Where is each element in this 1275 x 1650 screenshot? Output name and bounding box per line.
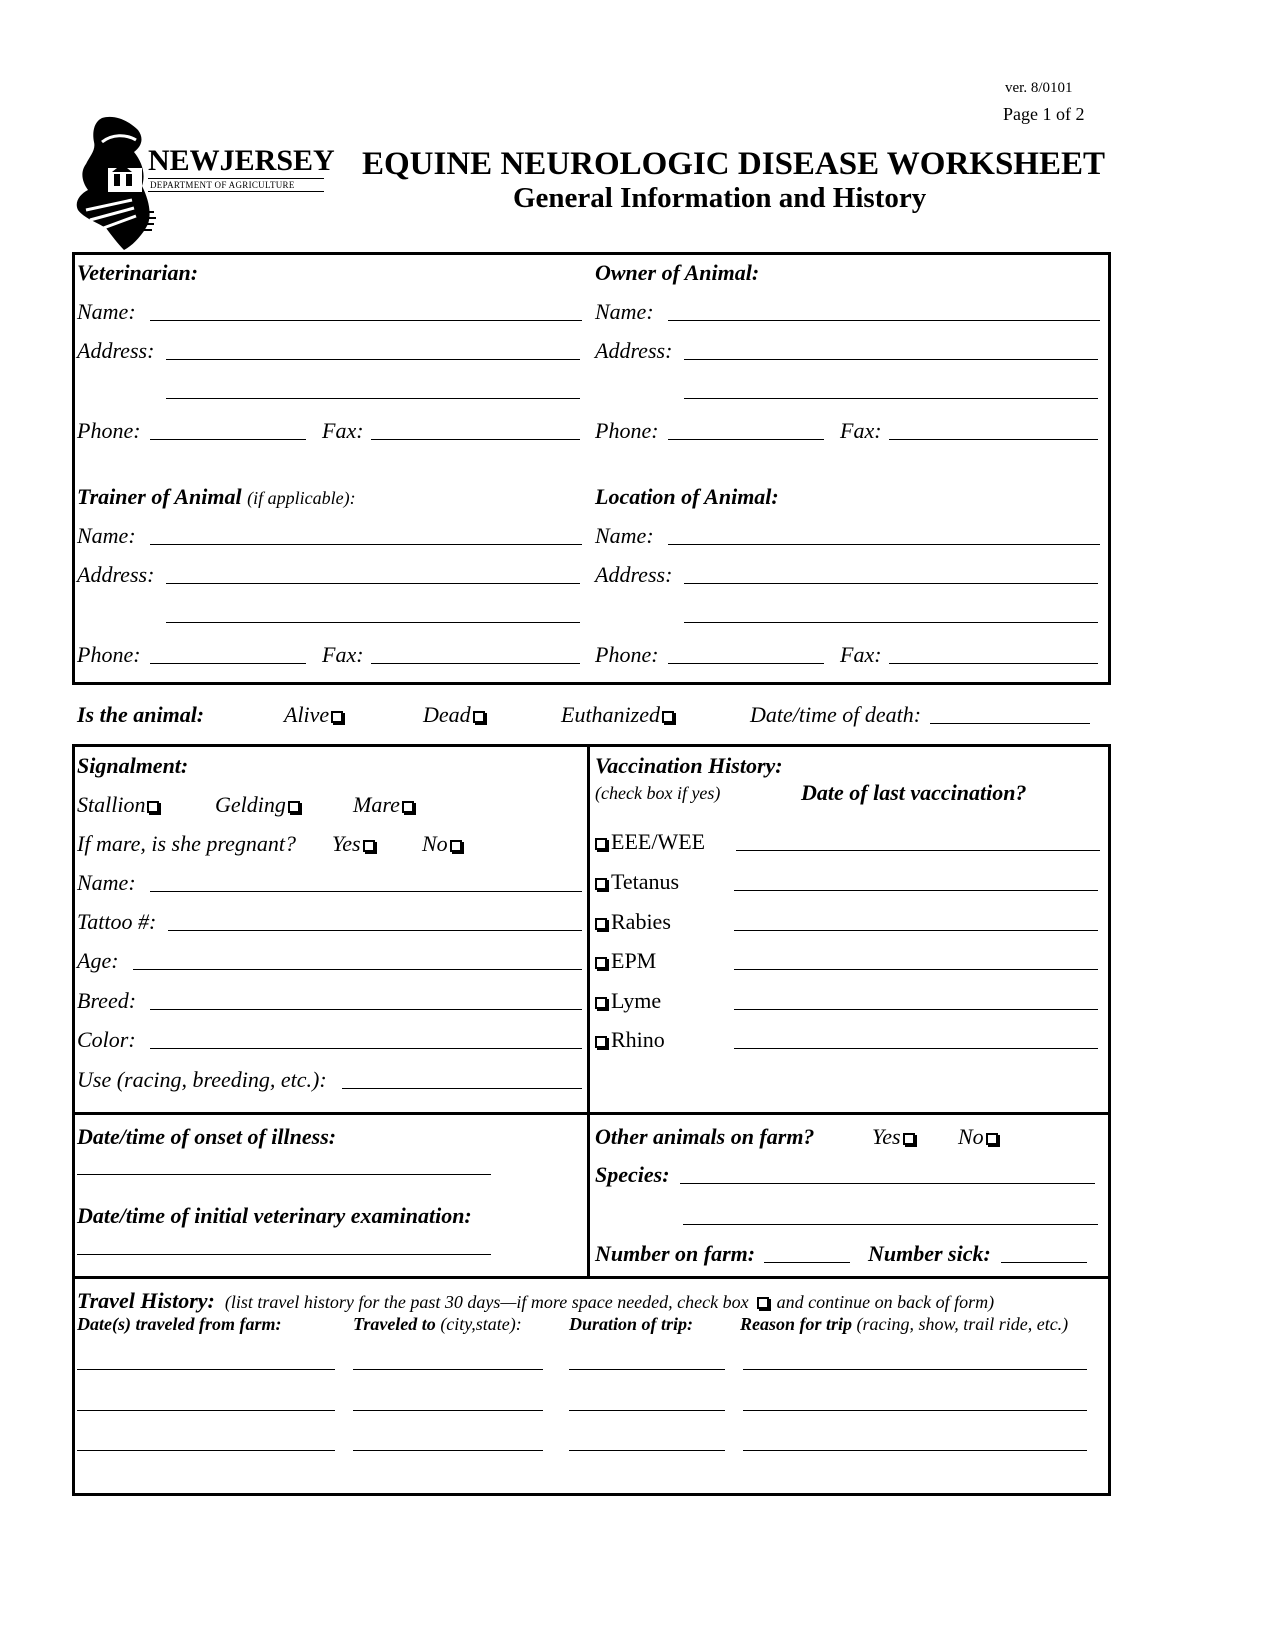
vaccine-rhino[interactable] xyxy=(595,1027,665,1053)
age-label: Age: xyxy=(77,948,119,973)
lyme-label: Lyme xyxy=(611,988,662,1013)
epm-label: EPM xyxy=(611,948,657,973)
owner-name-label: Name: xyxy=(595,299,654,324)
color-label: Color: xyxy=(77,1027,136,1052)
status-dead-option[interactable] xyxy=(423,702,485,728)
owner-fax-field[interactable] xyxy=(889,439,1098,440)
veterinarian-heading: Veterinarian: xyxy=(77,260,199,285)
sex-stallion-option[interactable] xyxy=(77,792,159,818)
status-euthanized-option[interactable] xyxy=(561,702,674,728)
tattoo-field[interactable] xyxy=(168,930,582,931)
trainer-phone-label: Phone: xyxy=(77,642,141,667)
trainer-name-label: Name: xyxy=(77,523,136,548)
vet-address-field-2[interactable] xyxy=(166,398,580,399)
owner-address-field[interactable] xyxy=(684,359,1098,360)
status-dead-label: Dead xyxy=(423,702,471,727)
tetanus-checkbox[interactable] xyxy=(595,878,607,890)
owner-fax-label: Fax: xyxy=(840,418,882,443)
species-field-2[interactable] xyxy=(683,1224,1098,1225)
vaccination-note: (check box if yes) xyxy=(595,783,721,803)
travel-duration-field-2[interactable] xyxy=(569,1410,725,1411)
travel-note: (list travel history for the past 30 days—if more space needed, check box xyxy=(224,1292,749,1312)
vet-fax-field[interactable] xyxy=(371,439,580,440)
mare-checkbox[interactable] xyxy=(402,801,414,813)
pregnant-question: If mare, is she pregnant? xyxy=(77,831,296,856)
death-date-field[interactable] xyxy=(930,723,1090,724)
pregnant-yes-checkbox[interactable] xyxy=(363,840,375,852)
sex-mare-option[interactable] xyxy=(353,792,414,818)
pregnant-no-checkbox[interactable] xyxy=(450,840,462,852)
pregnant-yes-option[interactable] xyxy=(332,831,375,857)
age-field[interactable] xyxy=(133,969,582,970)
status-alive-option[interactable] xyxy=(284,702,343,728)
trainer-address-label: Address: xyxy=(77,562,155,587)
location-address-field-2[interactable] xyxy=(684,622,1098,623)
other-animals-yes-label: Yes xyxy=(872,1124,901,1149)
pregnant-no-option[interactable] xyxy=(422,831,462,857)
vet-phone-label: Phone: xyxy=(77,418,141,443)
other-animals-yes-checkbox[interactable] xyxy=(903,1133,915,1145)
rhino-checkbox[interactable] xyxy=(595,1036,607,1048)
trainer-heading xyxy=(77,484,356,510)
animal-name-field[interactable] xyxy=(150,891,582,892)
owner-name-field[interactable] xyxy=(668,320,1100,321)
travel-date-field-3[interactable] xyxy=(77,1450,335,1451)
column-divider xyxy=(587,744,590,1277)
travel-col-reason-text: Reason for trip xyxy=(740,1314,853,1334)
use-field[interactable] xyxy=(342,1088,582,1089)
travel-destination-field-1[interactable] xyxy=(353,1369,543,1370)
signalment-heading: Signalment: xyxy=(77,753,189,778)
rhino-date-field[interactable] xyxy=(734,1048,1098,1049)
animal-name-label: Name: xyxy=(77,870,136,895)
travel-more-space-checkbox[interactable] xyxy=(757,1297,769,1309)
use-label: Use (racing, breeding, etc.): xyxy=(77,1067,327,1092)
euthanized-checkbox[interactable] xyxy=(662,711,674,723)
tattoo-label: Tattoo #: xyxy=(77,909,157,934)
exam-label: Date/time of initial veterinary examination: xyxy=(77,1203,472,1228)
owner-heading: Owner of Animal: xyxy=(595,260,760,285)
dead-checkbox[interactable] xyxy=(473,711,485,723)
page-subtitle: General Information and History xyxy=(513,182,927,214)
stallion-label: Stallion xyxy=(77,792,146,817)
vaccine-eee-wee[interactable] xyxy=(595,829,705,855)
location-fax-label: Fax: xyxy=(840,642,882,667)
lyme-checkbox[interactable] xyxy=(595,997,607,1009)
trainer-heading-text: Trainer of Animal xyxy=(77,484,242,509)
eee-wee-date-field[interactable] xyxy=(736,850,1100,851)
contacts-section xyxy=(72,252,1111,685)
location-name-field[interactable] xyxy=(668,544,1100,545)
logo-subtitle: DEPARTMENT OF AGRICULTURE xyxy=(148,178,324,192)
number-on-farm-label: Number on farm: xyxy=(595,1241,756,1266)
other-animals-no-checkbox[interactable] xyxy=(986,1133,998,1145)
travel-reason-field-2[interactable] xyxy=(743,1410,1087,1411)
travel-history-header xyxy=(77,1288,994,1314)
epm-date-field[interactable] xyxy=(734,969,1098,970)
trainer-phone-field[interactable] xyxy=(150,663,306,664)
location-name-label: Name: xyxy=(595,523,654,548)
breed-label: Breed: xyxy=(77,988,137,1013)
version-label: ver. 8/0101 xyxy=(1005,80,1073,96)
travel-col-destination-note: (city,state): xyxy=(440,1314,522,1334)
location-address-field[interactable] xyxy=(684,583,1098,584)
trainer-heading-note: (if applicable): xyxy=(247,488,356,508)
vet-address-label: Address: xyxy=(77,338,155,363)
owner-phone-field[interactable] xyxy=(668,439,824,440)
other-animals-no-option[interactable] xyxy=(958,1124,998,1150)
page-title: EQUINE NEUROLOGIC DISEASE WORKSHEET xyxy=(362,146,1105,182)
stallion-checkbox[interactable] xyxy=(147,801,159,813)
vaccine-rabies[interactable] xyxy=(595,909,671,935)
vaccine-tetanus[interactable] xyxy=(595,869,679,895)
trainer-address-field[interactable] xyxy=(166,583,580,584)
tetanus-label: Tetanus xyxy=(611,869,680,894)
rabies-checkbox[interactable] xyxy=(595,918,607,930)
travel-reason-field-1[interactable] xyxy=(743,1369,1087,1370)
travel-col-destination-text: Traveled to xyxy=(353,1314,436,1334)
travel-destination-field-3[interactable] xyxy=(353,1450,543,1451)
nj-agriculture-logo xyxy=(72,112,335,252)
epm-checkbox[interactable] xyxy=(595,957,607,969)
eee-wee-checkbox[interactable] xyxy=(595,838,607,850)
travel-note-continued: and continue on back of form) xyxy=(776,1292,995,1312)
breed-field[interactable] xyxy=(150,1009,582,1010)
travel-col-dates: Date(s) traveled from farm: xyxy=(77,1314,282,1334)
rhino-label: Rhino xyxy=(611,1027,665,1052)
number-sick-field[interactable] xyxy=(1001,1262,1087,1263)
trainer-fax-label: Fax: xyxy=(322,642,364,667)
location-address-label: Address: xyxy=(595,562,673,587)
animal-status-question: Is the animal: xyxy=(77,702,205,727)
travel-reason-field-3[interactable] xyxy=(743,1450,1087,1451)
gelding-label: Gelding xyxy=(215,792,286,817)
vet-address-field[interactable] xyxy=(166,359,580,360)
vet-phone-field[interactable] xyxy=(150,439,306,440)
location-heading: Location of Animal: xyxy=(595,484,779,509)
number-on-farm-field[interactable] xyxy=(764,1262,850,1263)
vaccine-lyme[interactable] xyxy=(595,988,661,1014)
onset-label: Date/time of onset of illness: xyxy=(77,1124,337,1149)
sex-gelding-option[interactable] xyxy=(215,792,300,818)
travel-col-destination xyxy=(353,1314,522,1335)
travel-col-duration: Duration of trip: xyxy=(569,1314,694,1334)
page-number: Page 1 of 2 xyxy=(1003,104,1085,124)
owner-address-label: Address: xyxy=(595,338,673,363)
trainer-name-field[interactable] xyxy=(150,544,582,545)
status-euthanized-label: Euthanized xyxy=(561,702,660,727)
rabies-label: Rabies xyxy=(611,909,671,934)
row-divider-2 xyxy=(72,1276,1111,1279)
gelding-checkbox[interactable] xyxy=(288,801,300,813)
other-animals-question: Other animals on farm? xyxy=(595,1124,815,1149)
vaccination-heading: Vaccination History: xyxy=(595,753,783,778)
eee-wee-label: EEE/WEE xyxy=(611,829,706,854)
travel-date-field-1[interactable] xyxy=(77,1369,335,1370)
travel-date-field-2[interactable] xyxy=(77,1410,335,1411)
location-phone-label: Phone: xyxy=(595,642,659,667)
travel-duration-field-1[interactable] xyxy=(569,1369,725,1370)
owner-phone-label: Phone: xyxy=(595,418,659,443)
death-date-label: Date/time of death: xyxy=(750,702,922,727)
row-divider-1 xyxy=(72,1112,1111,1115)
trainer-address-field-2[interactable] xyxy=(166,622,580,623)
travel-heading: Travel History: xyxy=(77,1288,215,1313)
other-animals-yes-option[interactable] xyxy=(872,1124,915,1150)
vet-fax-label: Fax: xyxy=(322,418,364,443)
number-sick-label: Number sick: xyxy=(868,1241,991,1266)
pregnant-yes-label: Yes xyxy=(332,831,361,856)
rabies-date-field[interactable] xyxy=(734,930,1098,931)
species-field[interactable] xyxy=(680,1183,1095,1184)
trainer-fax-field[interactable] xyxy=(371,663,580,664)
location-phone-field[interactable] xyxy=(668,663,824,664)
location-fax-field[interactable] xyxy=(889,663,1098,664)
owner-address-field-2[interactable] xyxy=(684,398,1098,399)
mare-label: Mare xyxy=(353,792,400,817)
travel-duration-field-3[interactable] xyxy=(569,1450,725,1451)
travel-col-reason xyxy=(740,1314,1068,1335)
vaccination-date-heading: Date of last vaccination? xyxy=(801,780,1027,805)
logo-title: NEWJERSEY xyxy=(148,144,335,177)
species-label: Species: xyxy=(595,1162,670,1187)
onset-field[interactable] xyxy=(77,1174,491,1175)
vet-name-field[interactable] xyxy=(150,320,582,321)
vaccine-epm[interactable] xyxy=(595,948,656,974)
vet-name-label: Name: xyxy=(77,299,136,324)
travel-destination-field-2[interactable] xyxy=(353,1410,543,1411)
lyme-date-field[interactable] xyxy=(734,1009,1098,1010)
other-animals-no-label: No xyxy=(958,1124,984,1149)
status-alive-label: Alive xyxy=(284,702,330,727)
travel-col-reason-note: (racing, show, trail ride, etc.) xyxy=(856,1314,1069,1334)
color-field[interactable] xyxy=(150,1048,582,1049)
pregnant-no-label: No xyxy=(422,831,448,856)
exam-field[interactable] xyxy=(77,1254,491,1255)
alive-checkbox[interactable] xyxy=(331,711,343,723)
tetanus-date-field[interactable] xyxy=(734,890,1098,891)
